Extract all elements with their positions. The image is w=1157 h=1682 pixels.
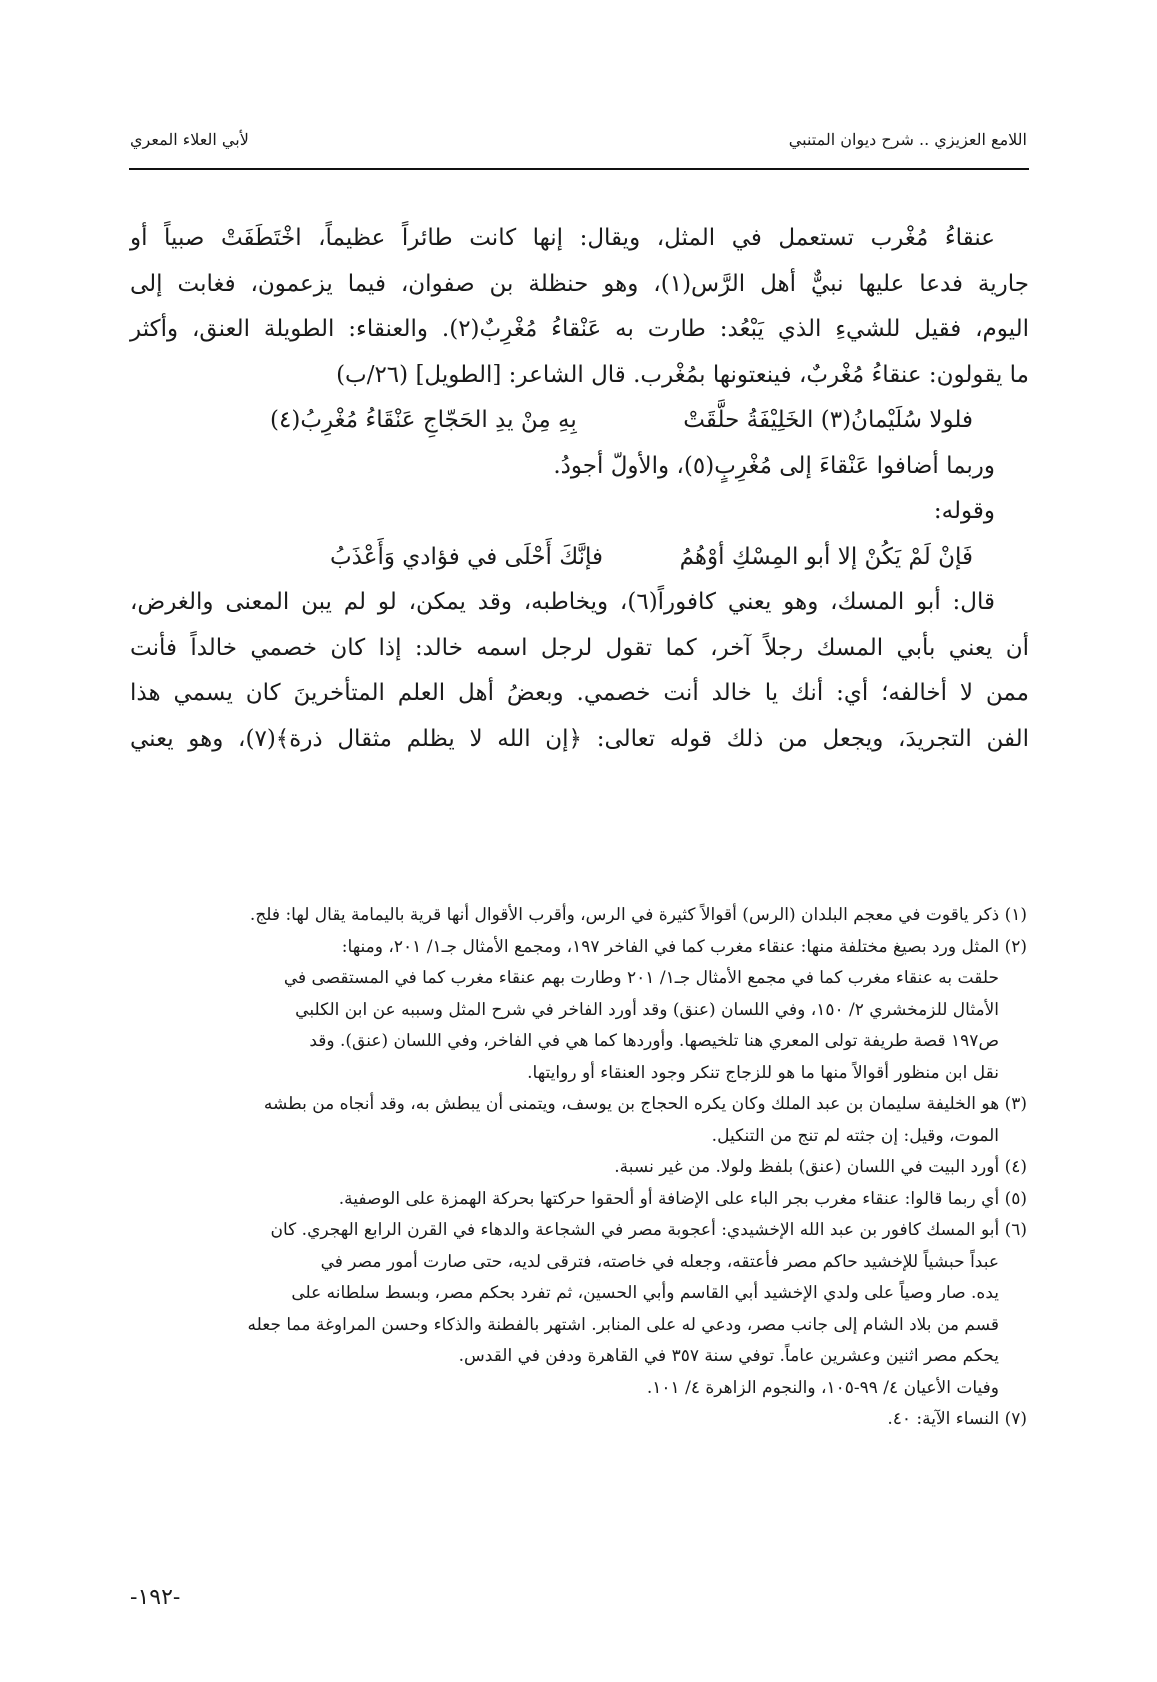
verse-hemistich-first: فَإنْ لَمْ يَكُنْ إلا أبو المِسْكِ أوْهُمُ bbox=[679, 543, 973, 570]
text-line: وربما أضافوا عَنْقاءَ إلى مُغْرِبٍ(٥)، والأولّ أجودُ. bbox=[553, 452, 995, 479]
footnote: (٤) أورد البيت في اللسان (عنق) بلفظ ولولا. من غير نسبة. bbox=[614, 1157, 1027, 1177]
page-number: -١٩٢- bbox=[130, 1585, 181, 1610]
verse-hemistich-second: فإنَّكَ أَحْلَى في فؤادي وَأَعْذَبُ bbox=[330, 543, 604, 570]
verse-hemistich-first: فلولا سُلَيْمانُ(٣) الخَلِيْفَةُ حلَّقَتْ bbox=[683, 407, 973, 433]
footnote: (١) ذكر ياقوت في معجم البلدان (الرس) أقوالاً كثيرة في الرس، وأقرب الأقوال أنها قرية باليمامة يقال لها: فلج. bbox=[249, 905, 1027, 925]
footnotes bbox=[130, 900, 1027, 1436]
header-author: لأبي العلاء المعري bbox=[130, 129, 249, 149]
footnote-continuation: يحكم مصر اثنين وعشرين عاماً. توفي سنة ٣٥٧ في القاهرة ودفن في القدس. bbox=[458, 1346, 999, 1366]
footnote-continuation: الأمثال للزمخشري ٢/ ١٥٠، وفي اللسان (عنق) وقد أورد الفاخر في شرح المثل وسببه عن ابن الكلبي bbox=[295, 999, 999, 1020]
text-line: ممن لا أخالفه؛ أي: أنك يا خالد أنت خصمي. وبعضُ أهل العلم المتأخرينَ كان يسمي هذا bbox=[130, 680, 1029, 706]
footnote-continuation: نقل ابن منظور أقوالاً منها ما هو للزجاج تنكر وجود العنقاء أو روايتها. bbox=[527, 1062, 999, 1083]
footnote-continuation: عبداً حبشياً للإخشيد حاكم مصر فأعتقه، وجعله في خاصته، فترقى لديه، حتى صارت أمور مصر في bbox=[320, 1251, 999, 1272]
footnote-continuation: يده. صار وصياً على ولدي الإخشيد أبي القاسم وأبي الحسين، ثم تفرد بحكم مصر، وبسط سلطانه على bbox=[291, 1283, 999, 1303]
footnote-continuation: الموت، وقيل: إن جثته لم تنج من التنكيل. bbox=[711, 1125, 999, 1146]
header-rule bbox=[129, 168, 1029, 170]
text-line: ما يقولون: عنقاءُ مُغْربٌ، فينعتونها بمُغْرب. قال الشاعر: [الطويل] (٢٦/ب) bbox=[336, 361, 1029, 388]
text-line: الفن التجريدَ، ويجعل من ذلك قوله تعالى: ﴿إن الله لا يظلم مثقال ذرة﴾(٧)، وهو يعني bbox=[130, 725, 1029, 752]
verse-line bbox=[130, 535, 1029, 581]
text-line: أن يعني بأبي المسك رجلاً آخر، كما تقول لرجل اسمه خالد: إذا كان خصمي خالداً فأنت bbox=[130, 634, 1029, 661]
footnote: (٣) هو الخليفة سليمان بن عبد الملك وكان يكره الحجاج بن يوسف، ويتمنى أن يبطش به، وقد أنجاه من بطشه bbox=[263, 1094, 1027, 1114]
verse-line bbox=[130, 398, 1029, 444]
header-book-title: اللامع العزيزي .. شرح ديوان المتنبي bbox=[788, 129, 1027, 149]
main-text bbox=[130, 216, 1029, 762]
text-line: جارية فدعا عليها نبيٌّ أهل الرَّس(١)، وهو حنظلة بن صفوان، فيما يزعمون، فغابت إلى bbox=[130, 270, 1029, 297]
footnote: (٦) أبو المسك كافور بن عبد الله الإخشيدي: أعجوبة مصر في الشجاعة والدهاء في القرن الرابع الهجري. كان bbox=[270, 1220, 1027, 1240]
footnote-continuation: قسم من بلاد الشام إلى جانب مصر، ودعي له على المنابر. اشتهر بالفطنة والذكاء وحسن المراوغة مما جعله bbox=[247, 1314, 999, 1335]
verse-hemistich-second: بِهِ مِنْ يدِ الحَجّاجِ عَنْقَاءُ مُغْرِبُ(٤) bbox=[270, 407, 577, 433]
text-line: عنقاءُ مُغْرب تستعمل في المثل، ويقال: إنها كانت طائراً عظيماً، اخْتَطَفَتْ صبياً أو bbox=[130, 225, 995, 251]
footnote: (٥) أي ربما قالوا: عنقاء مغرب بجر الباء على الإضافة أو ألحقوا حركتها بحركة الهمزة على الوصفية. bbox=[338, 1188, 1027, 1209]
footnote: (٧) النساء الآية: ٤٠. bbox=[887, 1409, 1027, 1429]
footnote-continuation: حلقت به عنقاء مغرب كما في مجمع الأمثال جـ١/ ٢٠١ وطارت بهم عنقاء مغرب كما في المستقصى في bbox=[283, 968, 999, 988]
text-line: وقوله: bbox=[933, 498, 995, 524]
text-line: قال: أبو المسك، وهو يعني كافوراً(٦)، ويخاطبه، وقد يمكن، لو لم يبن المعنى والغرض، bbox=[130, 589, 995, 615]
footnote-continuation: وفيات الأعيان ٤/ ٩٩-١٠٥، والنجوم الزاهرة ٤/ ١٠١. bbox=[646, 1377, 999, 1398]
footnote-continuation: ص١٩٧ قصة طريفة تولى المعري هنا تلخيصها. وأوردها كما هي في الفاخر، وفي اللسان (عنق). وقد bbox=[309, 1031, 999, 1051]
running-header bbox=[130, 126, 1027, 152]
footnote: (٢) المثل ورد بصيغ مختلفة منها: عنقاء مغرب كما في الفاخر ١٩٧، ومجمع الأمثال جـ١/ ٢٠١، ومنها: bbox=[341, 936, 1027, 957]
text-line: اليوم، فقيل للشيءِ الذي يَبْعُد: طارت به عَنْقاءُ مُغْرِبٌ(٢). والعنقاء: الطويلة العنق، وأكثر bbox=[130, 316, 1029, 342]
